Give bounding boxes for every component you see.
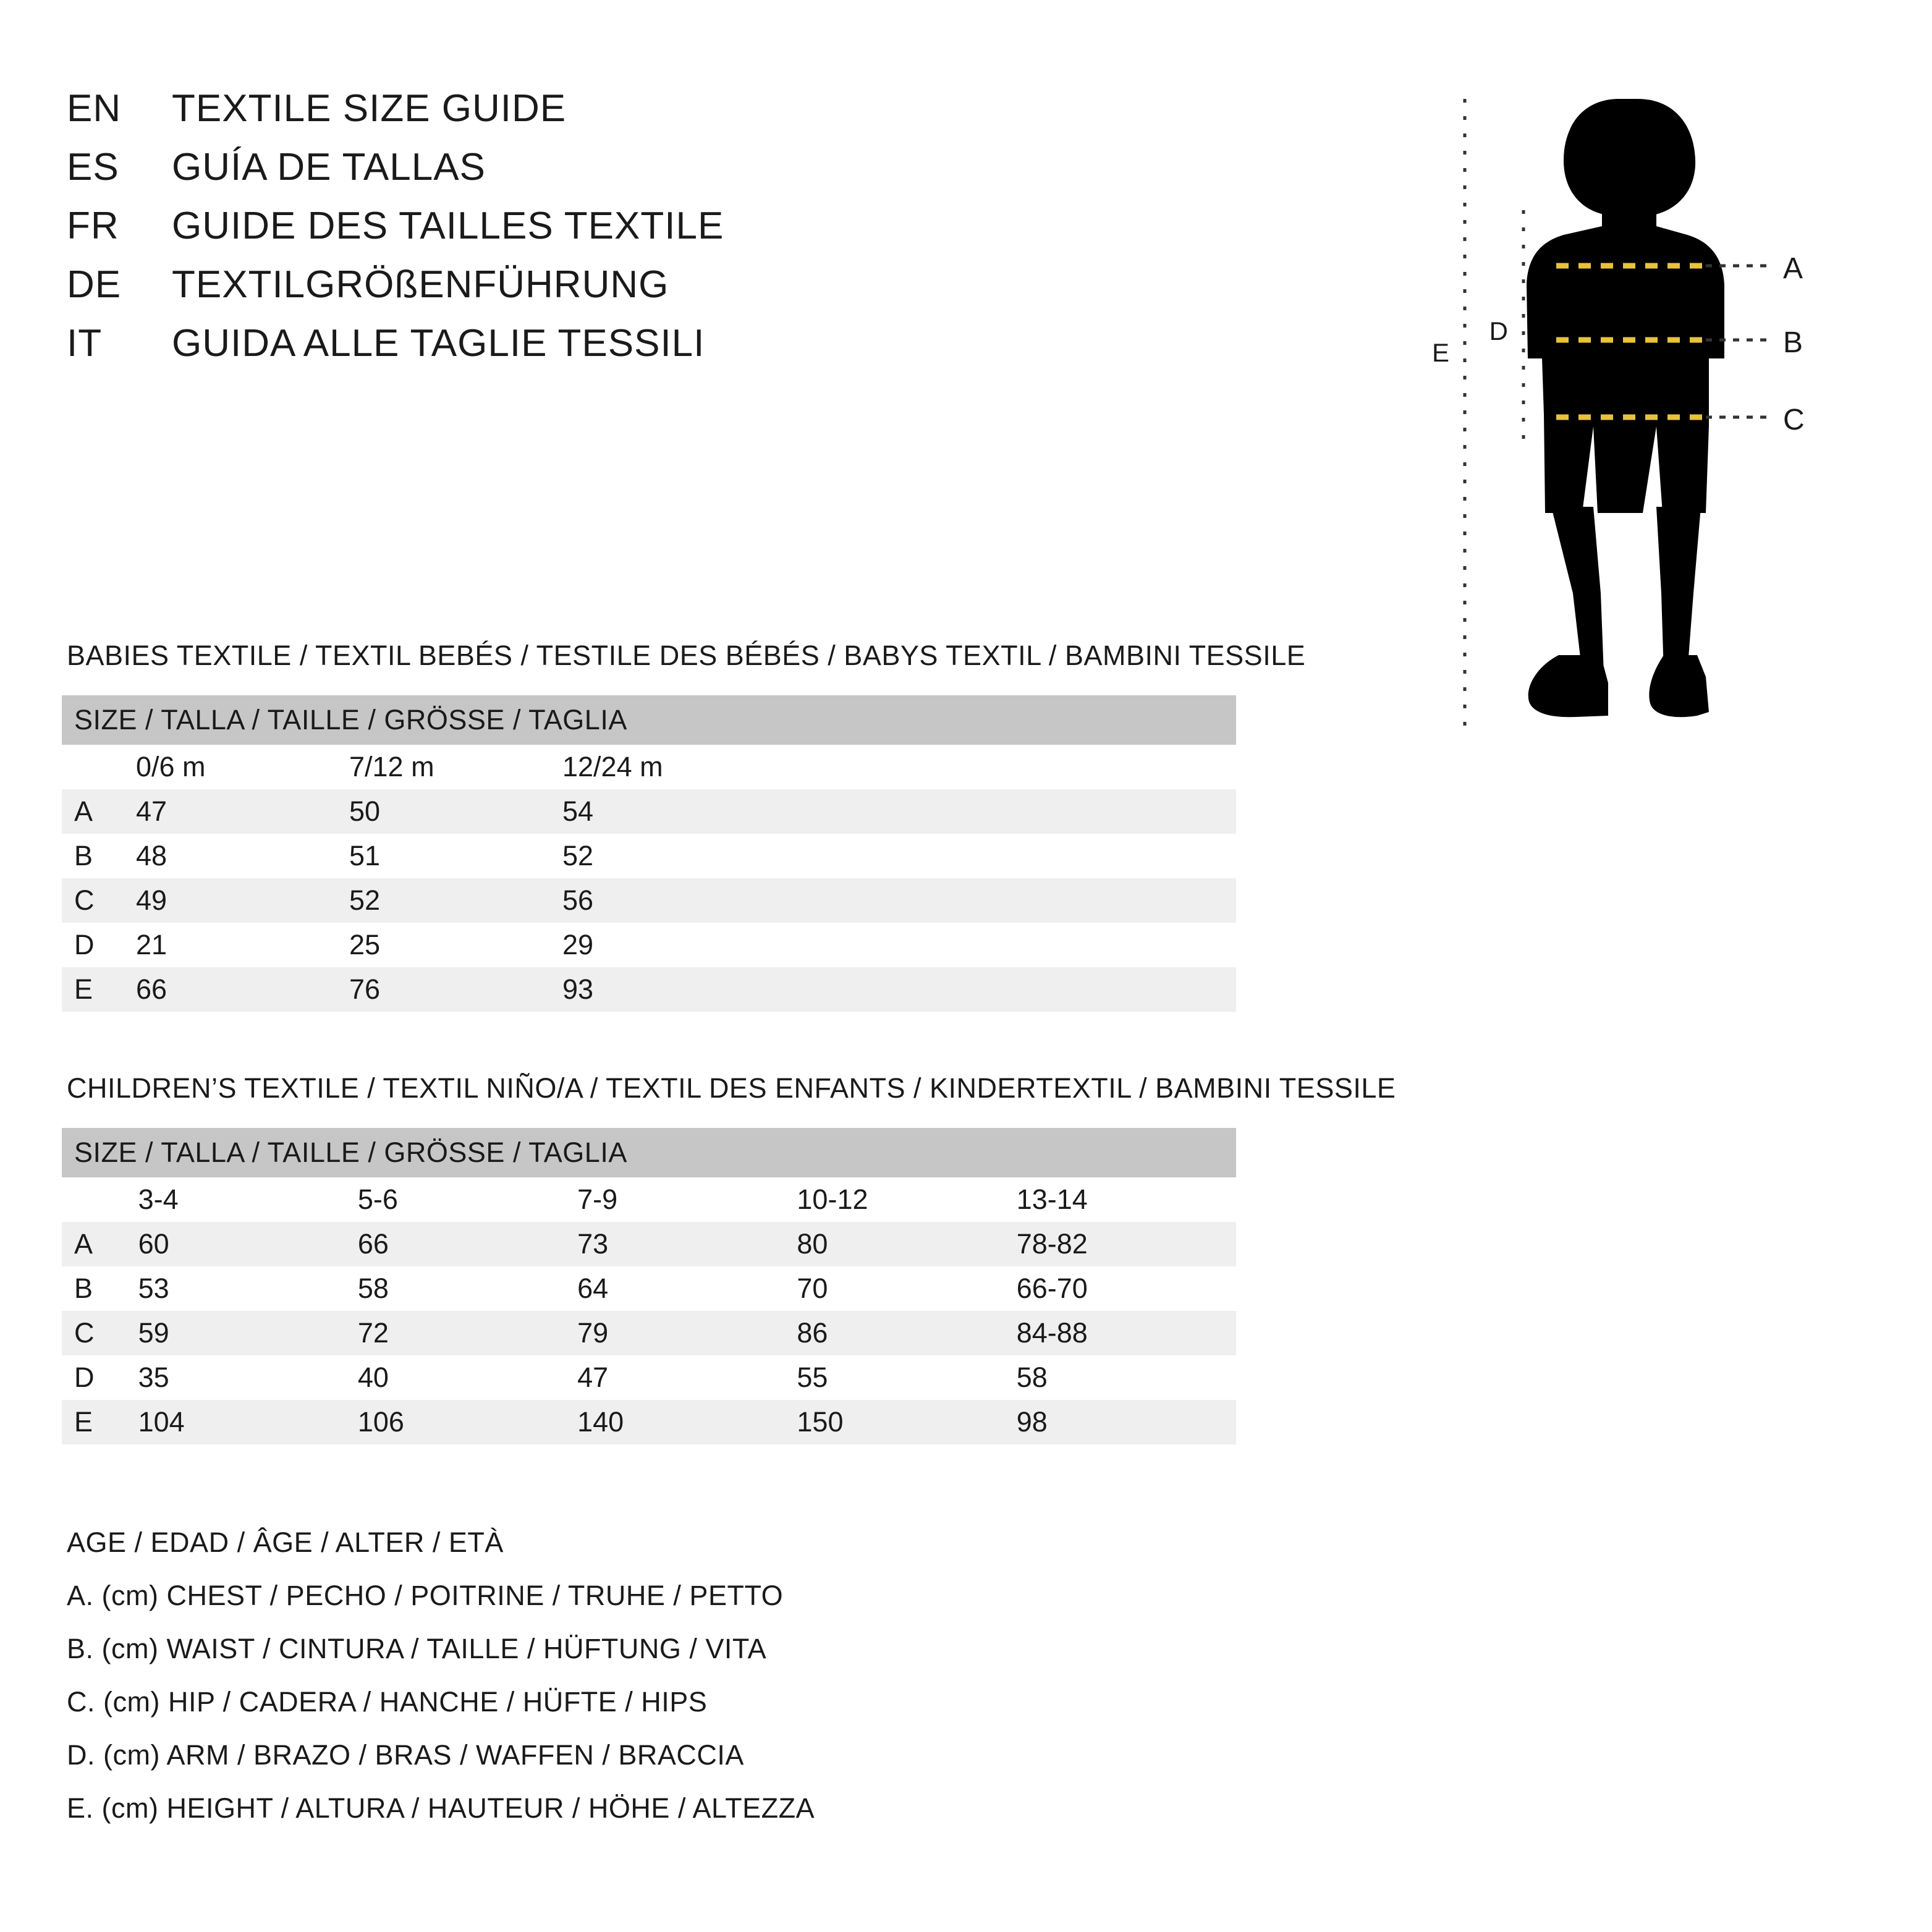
children-column-4: 13-14 — [1016, 1184, 1088, 1215]
legend-line-a: A. (cm) CHEST / PECHO / POITRINE / TRUHE / PETTO — [67, 1580, 784, 1611]
children-row-label-b: B — [74, 1273, 93, 1304]
children-cell-a-4: 78-82 — [1017, 1222, 1236, 1266]
children-cell-a-1: 66 — [358, 1222, 577, 1266]
table-row — [62, 1355, 1236, 1400]
babies-cell-d-2: 29 — [562, 929, 594, 960]
legend-line-e: E. (cm) HEIGHT / ALTURA / HAUTEUR / HÖHE / ALTEZZA — [67, 1792, 815, 1824]
children-cell-c-0: 59 — [138, 1311, 358, 1355]
table-header-row — [62, 695, 1236, 745]
children-cell-c-3: 86 — [797, 1311, 1016, 1355]
babies-cell-e-0: 66 — [136, 967, 349, 1012]
children-row-label-c: C — [62, 1311, 138, 1355]
children-cell-b-0: 53 — [138, 1273, 169, 1304]
empty-corner-cell — [62, 1177, 138, 1222]
legend-block — [67, 1527, 1426, 1845]
children-section-caption: CHILDREN’S TEXTILE / TEXTIL NIÑO/A / TEXTIL DES ENFANTS / KINDERTEXTIL / BAMBINI TESSILE — [67, 1072, 1396, 1104]
children-cell-a-2: 73 — [577, 1222, 797, 1266]
language-title-block — [67, 87, 1241, 380]
children-size-table — [62, 1128, 1236, 1444]
babies-cell-b-2: 52 — [562, 840, 594, 871]
babies-cell-a-1: 50 — [349, 789, 562, 834]
table-row — [62, 967, 1236, 1012]
children-column-3: 10-12 — [797, 1184, 868, 1215]
figure-label-d: D — [1489, 316, 1508, 345]
babies-row-label-a: A — [62, 789, 136, 834]
babies-cell-b-1: 51 — [349, 840, 381, 871]
language-row — [67, 204, 1241, 248]
children-cell-b-2: 64 — [577, 1273, 609, 1304]
children-column-0: 3-4 — [138, 1184, 179, 1215]
language-code-de: DE — [67, 263, 122, 306]
children-cell-d-0: 35 — [138, 1362, 169, 1393]
language-title-en: TEXTILE SIZE GUIDE — [172, 87, 567, 130]
children-cell-e-3: 150 — [797, 1400, 1016, 1444]
language-title-fr: GUIDE DES TAILLES TEXTILE — [172, 205, 724, 247]
babies-row-label-c: C — [62, 878, 136, 923]
babies-cell-c-2: 56 — [562, 878, 776, 923]
babies-column-2: 12/24 m — [562, 751, 663, 782]
babies-cell-c-0: 49 — [136, 878, 349, 923]
legend-line-b: B. (cm) WAIST / CINTURA / TAILLE / HÜFTUNG / VITA — [67, 1633, 767, 1664]
table-row — [62, 1311, 1236, 1355]
table-row — [62, 878, 1236, 923]
children-cell-b-4: 66-70 — [1016, 1273, 1088, 1304]
legend-line-c: C. (cm) HIP / CADERA / HANCHE / HÜFTE / HIPS — [67, 1686, 708, 1718]
child-silhouette — [1527, 99, 1724, 717]
figure-label-e: E — [1431, 338, 1449, 367]
table-row — [62, 923, 1236, 967]
children-row-label-a: A — [62, 1222, 138, 1266]
language-code-it: IT — [67, 322, 103, 365]
children-cell-c-4: 84-88 — [1017, 1311, 1236, 1355]
figure-label-a: A — [1783, 252, 1803, 285]
language-title-es: GUÍA DE TALLAS — [172, 146, 486, 189]
table-header-row — [62, 1128, 1236, 1177]
babies-cell-d-1: 25 — [349, 929, 381, 960]
babies-row-label-e: E — [62, 967, 136, 1012]
measurement-figure — [1397, 80, 1885, 760]
children-cell-d-2: 47 — [577, 1362, 609, 1393]
children-cell-a-0: 60 — [138, 1222, 358, 1266]
table-row — [62, 834, 1236, 878]
table-row — [62, 1266, 1236, 1311]
babies-table-header: SIZE / TALLA / TAILLE / GRÖSSE / TAGLIA — [62, 695, 1236, 745]
language-row — [67, 263, 1241, 307]
babies-section-caption: BABIES TEXTILE / TEXTIL BEBÉS / TESTILE DES BÉBÉS / BABYS TEXTIL / BAMBINI TESSILE — [67, 640, 1306, 671]
children-cell-c-1: 72 — [358, 1311, 577, 1355]
language-code-es: ES — [67, 146, 119, 189]
babies-row-label-d: D — [74, 929, 95, 960]
children-cell-d-1: 40 — [357, 1362, 389, 1393]
children-column-1: 5-6 — [357, 1184, 398, 1215]
table-row — [62, 1400, 1236, 1444]
children-cell-e-1: 106 — [358, 1400, 577, 1444]
babies-cell-e-2: 93 — [562, 967, 776, 1012]
table-row — [62, 789, 1236, 834]
babies-size-table — [62, 695, 1236, 1012]
babies-cell-a-2: 54 — [562, 789, 776, 834]
language-title-de: TEXTILGRÖßENFÜHRUNG — [172, 263, 669, 306]
children-cell-e-2: 140 — [577, 1400, 797, 1444]
children-cell-d-4: 58 — [1016, 1362, 1048, 1393]
language-row — [67, 145, 1241, 189]
children-cell-e-4: 98 — [1017, 1400, 1236, 1444]
empty-corner-cell — [62, 745, 136, 789]
children-cell-c-2: 79 — [577, 1311, 797, 1355]
figure-label-c: C — [1783, 404, 1805, 436]
children-cell-a-3: 80 — [797, 1222, 1016, 1266]
table-row — [62, 1222, 1236, 1266]
children-cell-b-3: 70 — [797, 1273, 828, 1304]
language-code-en: EN — [67, 87, 122, 130]
babies-cell-b-0: 48 — [136, 840, 167, 871]
language-code-fr: FR — [67, 205, 119, 247]
babies-column-1: 7/12 m — [349, 751, 434, 782]
babies-column-0: 0/6 m — [136, 751, 206, 782]
children-cell-d-3: 55 — [797, 1362, 828, 1393]
language-row — [67, 321, 1241, 365]
figure-label-b: B — [1783, 326, 1803, 359]
table-column-header-row — [62, 1177, 1236, 1222]
babies-cell-d-0: 21 — [136, 929, 167, 960]
babies-cell-a-0: 47 — [136, 789, 349, 834]
babies-row-label-b: B — [74, 840, 93, 871]
children-table-header: SIZE / TALLA / TAILLE / GRÖSSE / TAGLIA — [62, 1128, 1236, 1177]
children-row-label-e: E — [62, 1400, 138, 1444]
language-row — [67, 87, 1241, 130]
babies-cell-c-1: 52 — [349, 878, 562, 923]
children-column-2: 7-9 — [577, 1184, 618, 1215]
children-cell-e-0: 104 — [138, 1400, 358, 1444]
table-column-header-row — [62, 745, 1236, 789]
children-row-label-d: D — [74, 1362, 95, 1393]
legend-line-d: D. (cm) ARM / BRAZO / BRAS / WAFFEN / BRACCIA — [67, 1739, 744, 1771]
babies-cell-e-1: 76 — [349, 967, 562, 1012]
children-cell-b-1: 58 — [357, 1273, 389, 1304]
legend-title: AGE / EDAD / ÂGE / ALTER / ETÀ — [67, 1527, 504, 1558]
language-title-it: GUIDA ALLE TAGLIE TESSILI — [172, 322, 705, 365]
